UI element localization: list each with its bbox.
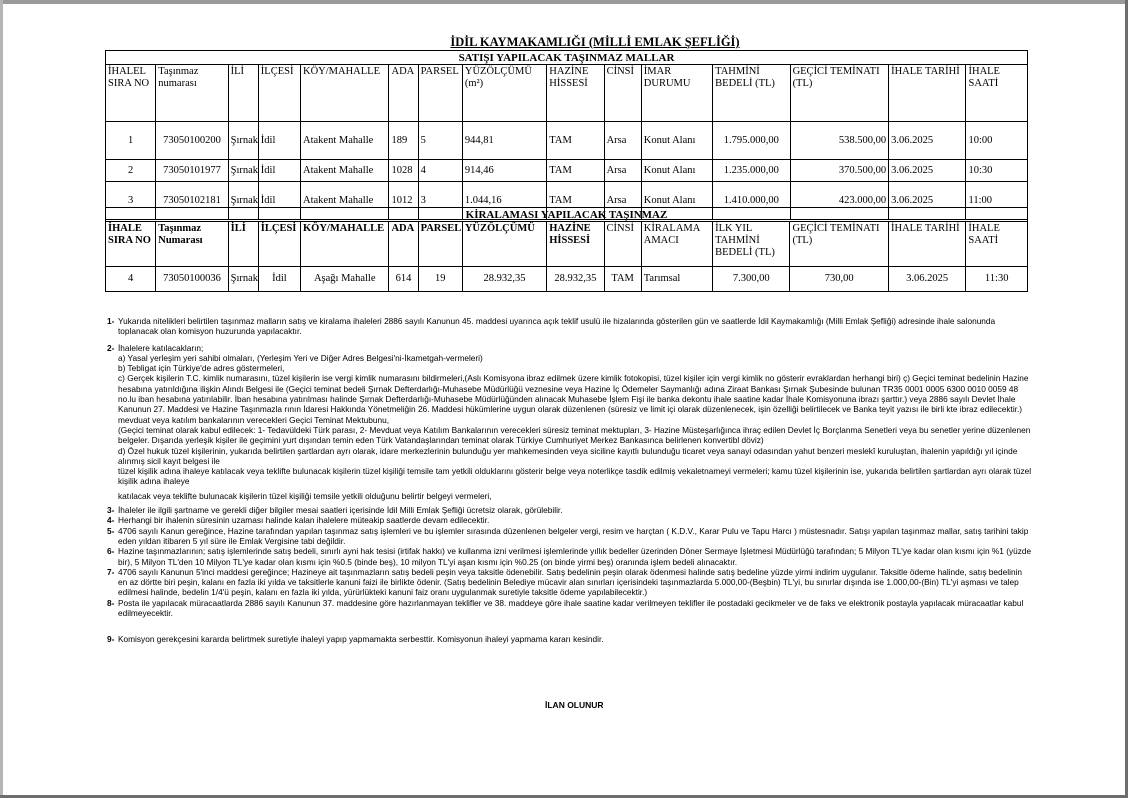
table-cell: Arsa <box>604 122 641 160</box>
term-text: Posta ile yapılacak müracaatlarda 2886 sayılı Kanunun 37. maddesine göre hazırlanmayan teklifler ve 38. maddeye göre ihale saatine kadar verilmeyen teklifler ile postadaki gecikmeler ve de faks ve elektronik postayla yapılacak müracaatlar kabul edilmeyecektir. <box>118 597 1024 619</box>
sale-header-cell: İLİ <box>228 65 258 122</box>
sale-header-cell: YÜZÖLÇÜMÜ (m²) <box>462 65 546 122</box>
table-cell: 28.932,35 <box>462 267 546 292</box>
table-cell: 10:00 <box>966 122 1028 160</box>
table-cell: 73050101977 <box>156 160 228 182</box>
sale-header-cell: KÖY/MAHALLE <box>301 65 389 122</box>
sale-header-cell: İHALEL SIRA NO <box>106 65 156 122</box>
term-text: 4706 sayılı Kanunun 5'inci maddesi gereğince; Hazineye ait taşınmazların satış bedeli peşin veya taksitle ödenebilir. Satış bedelinin peşin olarak ödenmesi halinde satış bedeline yüzde yirmi indirim uygulanır. Taksitle ödeme halinde, satış bedelinin en az dörtte biri peşin, kalanı en fazla iki yılda ve taksitlerle kanuni faizi ile birlikte ödenir. (Satış bedelinin Belediye mücavir alan sınırları içerisindeki taşınmazlarda 5.000,00-(Beşbin) TL'yi, bu sınırlar dışında ise 1.000,00-(Bin) TL'yi aşması ve talep edilmesi halinde, bedelin 1/4'ü peşin, kalanı en fazla iki yılda, yürürlükteki kanuni faiz oranı uygulanmak suretiyle taksitle ödeme yapılabilecektir.) <box>118 566 1023 598</box>
table-cell: Konut Alanı <box>641 182 712 220</box>
term-text: İhalelere katılacakların; <box>118 342 204 353</box>
table-cell: 3 <box>106 182 156 220</box>
table-cell: 914,46 <box>462 160 546 182</box>
table-cell: Tarımsal <box>641 267 712 292</box>
term-text: Yukarıda nitelikleri belirtilen taşınmaz malların satış ve kiralama ihaleleri 2886 sayılı Kanunun 45. maddesi uyarınca açık teklif usulü ile hizalarında gösterilen gün ve saatlerde İdil Kaymakamlığı (Milli Emlak Şefliği) adresinde ihale salonunda toplanacak olan komisyon huzurunda yapılacaktır. <box>118 316 996 337</box>
sale-header-cell: Taşınmaz numarası <box>156 65 228 122</box>
sale-header-cell: CİNSİ <box>604 65 641 122</box>
term-subitem: a) Yasal yerleşim yeri sahibi olmaları, (Yerleşim Yeri ve Diğer Adres Belgesi'ni-İkametgah-vermeleri) <box>118 352 483 363</box>
term-subitem: tüzel kişilik adına ihaleye katılacak veya teklifte bulunacak kişilerin tüzel kişiliği temsile tam yetkili olduklarını gösterir belge veya noterlikçe tasdik edilmiş vekaletnameyi vermeleri; kamu tüzel kişilerinin ise, yukarıda belirtilen şartlardan ayrı olarak tüzel kişilik adına ihaleye <box>118 466 1032 487</box>
table-cell: TAM <box>547 160 604 182</box>
sale-header-cell: İHALE TARİHİ <box>889 65 966 122</box>
terms-list <box>107 316 1032 645</box>
table-cell: 28.932,35 <box>547 267 604 292</box>
document-title: İDİL KAYMAKAMLIĞI (MİLLİ EMLAK ŞEFLİĞİ) <box>450 35 740 49</box>
table-cell: Atakent Mahalle <box>301 122 389 160</box>
table-cell: 2 <box>106 160 156 182</box>
table-cell: 1.235.000,00 <box>713 160 790 182</box>
table-cell: Atakent Mahalle <box>301 160 389 182</box>
table-cell: 19 <box>418 267 462 292</box>
sale-header-cell: PARSEL <box>418 65 462 122</box>
table-cell: 538.500,00 <box>790 122 889 160</box>
rent-header-cell: HAZİNE HİSSESİ <box>547 222 604 267</box>
sale-header-cell: İHALE SAATİ <box>966 65 1028 122</box>
term-item <box>107 343 1032 501</box>
rent-header-cell: YÜZÖLÇÜMÜ <box>462 222 546 267</box>
table-cell: Şırnak <box>228 182 258 220</box>
table-cell: 1012 <box>389 182 418 220</box>
sale-header-cell: TAHMİNİ BEDELİ (TL) <box>713 65 790 122</box>
table-cell: Konut Alanı <box>641 122 712 160</box>
term-text: 4706 sayılı Kanun gereğince, Hazine tarafından yapılan taşınmaz satış işlemleri ve bu işlemler sırasında düzenlenen belgeler vergi, resim ve harçtan ( K.D.V., Karar Pulu ve Tapu Harcı ) müstesnadır. Satışı yapılan taşınmaz mallar, satış tarihini takip eden yıldan itibaren 5 yıl süre ile Emlak Vergisine tabi değildir. <box>118 525 1029 546</box>
table-cell: Atakent Mahalle <box>301 182 389 220</box>
term-subitem: b) Tebligat için Türkiye'de adres göstermeleri, <box>118 363 285 374</box>
table-cell: TAM <box>547 122 604 160</box>
table-cell: TAM <box>547 182 604 220</box>
table-cell: İdil <box>258 267 300 292</box>
table-cell: İdil <box>258 160 300 182</box>
table-cell: 73050100036 <box>156 267 228 292</box>
sale-section-title: SATIŞI YAPILACAK TAŞINMAZ MALLAR <box>106 51 1028 65</box>
table-cell: 1 <box>106 122 156 160</box>
term-item <box>107 546 1032 567</box>
term-text: Herhangi bir ihalenin süresinin uzaması halinde kalan ihalelere müteakip saatlerde devam edilecektir. <box>118 515 490 526</box>
announcement-footer: İLAN OLUNUR <box>545 700 604 710</box>
term-subitem: c) Gerçek kişilerin T.C. kimlik numarasını, tüzel kişilerin ise vergi kimlik numarasını bildirmeleri,(Aslı Komisyona ibraz edilmek üzere kimlik fotokopisi, tüzel kişiler için vergi kimlik no gösterir evraklardan herhangi biri) ç) Geçici teminat bedelinin Hazine hesabına yatırıldığına ilişkin Alındı Belgesi ile (Geçici teminat bedeli Şırnak Defterdarlığı-Muhasebe Müdürlüğü veznesine veya Hazine İç Ödemeler Saymanlığı adına Ziraat Bankası Şırnak Şubesinde bulunan TR35 0001 0005 6300 0010 0059 48 no.lu iban hesabına yatırılabilir. İban hesabına yatırılması halinde Şırnak Defterdarlığı-Muhasebe Müdürlüğünden alınacak Muhasebe İşlem Fişi ile banka dekontu ihale saatine kadar İhale Komisyonuna ibrazı şarttır.) veya 2886 sayılı Devlet İhale Kanunun 27. Maddesi ve Hazine Taşınmazla rının İdaresi Hakkında Yönetmeliğin 26. Maddesi hükümlerine uygun olarak düzenlenen (süresiz ve limit içi olarak düzenlenecek, işin özelliği belirtilecek ve Banka teyit yazısı ile birli kte ibraz edilecektir.) mevduat veya katılım bankalarının verecekleri Geçici Teminat Mektubunu, <box>118 373 1029 425</box>
table-cell: 1.410.000,00 <box>713 182 790 220</box>
table-cell: 4 <box>418 160 462 182</box>
term-text: Komisyon gerekçesini kararda belirtmek suretiyle ihaleyi yapıp yapmamakta serbesttir. Komisyonun ihaleyi yapmama kararı kesindir. <box>118 634 604 645</box>
table-cell: 73050102181 <box>156 182 228 220</box>
sale-header-cell: GEÇİCİ TEMİNATI (TL) <box>790 65 889 122</box>
sale-header-cell: İMAR DURUMU <box>641 65 712 122</box>
table-cell: 1.795.000,00 <box>713 122 790 160</box>
sale-table <box>105 50 1028 220</box>
table-cell: 3.06.2025 <box>889 122 966 160</box>
table-cell: Aşağı Mahalle <box>301 267 389 292</box>
table-cell: 3.06.2025 <box>889 160 966 182</box>
term-subitem: d) Özel hukuk tüzel kişilerinin, yukarıda belirtilen şartlardan ayrı olarak, idare merkezlerinin bulunduğu yer mahkemesinden veya siciline kayıtlı bulunduğu ticaret veya sanayi odasından yahut benzeri meslekî kuruluştan, ihalenin yapıldığı yıl içinde alınmış sicil kayıt belgesi ile <box>118 445 1018 466</box>
term-item <box>107 526 1032 547</box>
term-text: İhaleler ile ilgili şartname ve gerekli diğer bilgiler mesai saatleri içerisinde İdil Milli Emlak Şefliği ücretsiz olarak, görülebilir. <box>118 505 563 516</box>
term-number: 5- <box>107 525 115 536</box>
sale-header-row <box>106 65 1028 122</box>
term-item <box>107 598 1032 619</box>
table-cell: 11:00 <box>966 182 1028 220</box>
term-text: Hazine taşınmazlarının; satış işlemlerinde satış bedeli, sınırlı ayni hak tesisi (irtifak hakkı) ve kullanma izni verilmesi işlemlerinde yıllık bedeller üzerinden Döner Sermaye İşletmesi Müdürlüğü tarafından; 5 Milyon TL'ye kadar olan kısmı için %1 (yüzde bir), 5 Milyon TL'den 10 Milyon TL'ye kadar olan kısmı için %0.5 (binde beş), 10 milyon TL'yi aşan kısmı için %0.25 (on binde yirmi beş) oranında işlem bedeli alınacaktır. <box>118 546 1032 567</box>
table-cell: 423.000,00 <box>790 182 889 220</box>
table-cell: Arsa <box>604 160 641 182</box>
table-cell: Şırnak <box>228 160 258 182</box>
table-cell: 1.044,16 <box>462 182 546 220</box>
term-number: 7- <box>107 566 115 577</box>
term-item <box>107 567 1032 598</box>
rent-header-cell: KİRALAMA AMACI <box>641 222 712 267</box>
term-item <box>107 316 1032 337</box>
term-number: 1- <box>107 316 115 326</box>
term-number: 8- <box>107 597 115 608</box>
table-cell: Arsa <box>604 182 641 220</box>
rent-header-cell: İLÇESİ <box>258 222 300 267</box>
sale-header-cell: ADA <box>389 65 418 122</box>
term-number: 3- <box>107 505 115 516</box>
sale-header-cell: İLÇESİ <box>258 65 300 122</box>
rent-header-row <box>106 222 1028 267</box>
rent-header-cell: İHALE SIRA NO <box>106 222 156 267</box>
table-cell: 3 <box>418 182 462 220</box>
table-cell: Şırnak <box>228 267 258 292</box>
rent-header-cell: GEÇİCİ TEMİNATI (TL) <box>790 222 889 267</box>
rent-header-cell: PARSEL <box>418 222 462 267</box>
rent-header-cell: İHALE SAATİ <box>966 222 1028 267</box>
term-subitem: (Geçici teminat olarak kabul edilecek: 1- Tedavüldeki Türk parası, 2- Mevduat veya Katılım Bankalarının verecekleri süresiz teminat mektupları, 3- Hazine Müsteşarlığınca ihraç edilen Devlet İç Borçlanma Senetleri veya bu senetler yerine düzenlenen belgeler. Dışarıda yerleşik kişiler ile geçimini yurt dışından temin eden Türk Vatandaşlarından teminat olarak Türkiye Cumhuriyet Merkez Bankasınca belirlenen konvertibl döviz) <box>118 424 1031 446</box>
table-cell: 5 <box>418 122 462 160</box>
term-number: 4- <box>107 515 115 526</box>
window-frame-left <box>0 0 3 798</box>
term-subitem: katılacak veya teklifte bulunacak kişilerin tüzel kişiliği temsile yetkili olduğunu belirtir belgeyi vermeleri, <box>118 490 492 501</box>
term-number: 9- <box>107 634 115 645</box>
term-item <box>107 505 1032 515</box>
table-cell: 189 <box>389 122 418 160</box>
rent-header-cell: İLK YIL TAHMİNİ BEDELİ (TL) <box>713 222 790 267</box>
table-cell: 614 <box>389 267 418 292</box>
rent-header-cell: KÖY/MAHALLE <box>301 222 389 267</box>
table-cell: 10:30 <box>966 160 1028 182</box>
window-frame-top <box>0 0 1128 4</box>
table-cell: 944,81 <box>462 122 546 160</box>
term-item <box>107 634 1032 644</box>
sale-header-cell: HAZİNE HİSSESİ <box>547 65 604 122</box>
term-number: 6- <box>107 546 115 557</box>
rent-section-title: KİRALAMASI YAPILACAK TAŞINMAZ <box>106 208 1028 222</box>
table-cell: Şırnak <box>228 122 258 160</box>
rent-header-cell: İHALE TARİHİ <box>888 222 965 267</box>
table-row <box>106 122 1028 160</box>
table-cell: 4 <box>106 267 156 292</box>
table-cell: İdil <box>258 122 300 160</box>
table-cell: 3.06.2025 <box>889 182 966 220</box>
table-cell: 370.500,00 <box>790 160 889 182</box>
rent-header-cell: CİNSİ <box>604 222 641 267</box>
table-row <box>106 160 1028 182</box>
table-cell: 73050100200 <box>156 122 228 160</box>
table-cell: 730,00 <box>790 267 889 292</box>
table-cell: TAM <box>604 267 641 292</box>
table-cell: 11:30 <box>966 267 1028 292</box>
table-cell: İdil <box>258 182 300 220</box>
rent-header-cell: İLİ <box>228 222 258 267</box>
table-cell: 3.06.2025 <box>888 267 965 292</box>
term-item <box>107 515 1032 525</box>
rent-header-cell: ADA <box>389 222 418 267</box>
table-row <box>106 267 1028 292</box>
term-number: 2- <box>107 342 115 353</box>
table-cell: 1028 <box>389 160 418 182</box>
rent-header-cell: Taşınmaz Numarası <box>156 222 228 267</box>
rent-table <box>105 207 1028 292</box>
table-cell: 7.300,00 <box>713 267 790 292</box>
table-cell: Konut Alanı <box>641 160 712 182</box>
